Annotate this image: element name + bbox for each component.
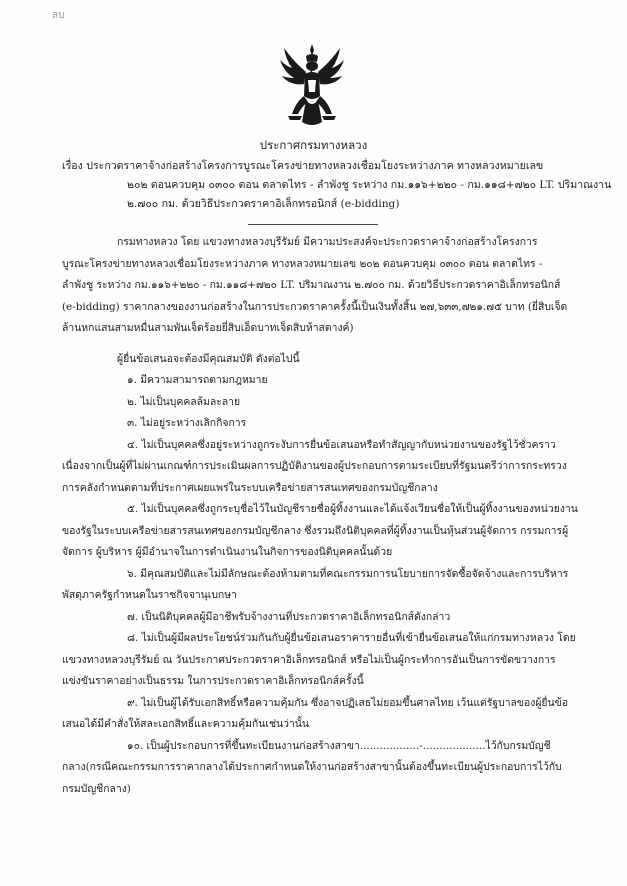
item-line: ๔. ไม่เป็นบุคคลซึ่งอยู่ระหว่างถูกระงับการยื่นข้อเสนอหรือทำสัญญากับหน่วยงานของรัฐไว้ชั่วคราว <box>127 438 556 451</box>
qualification-heading: ผู้ยื่นข้อเสนอจะต้องมีคุณสมบัติ ดังต่อไปนี้ <box>117 352 300 365</box>
item-line: ของรัฐในระบบเครือข่ายสารสนเทศของกรมบัญชีกลาง ซึ่งรวมถึงนิติบุคคลที่ผู้ทิ้งงานเป็นหุ้นส่วนผู้จัดการ กรรมการผู้ <box>62 524 569 537</box>
item-line: ๘. ไม่เป็นผู้มีผลประโยชน์ร่วมกันกับผู้ยื่นข้อเสนอราคารายอื่นที่เข้ายื่นข้อเสนอให้แก่กรมทางหลวง โดย <box>127 632 576 644</box>
separator-rule <box>248 224 378 225</box>
intro-line: บูรณะโครงข่ายทางหลวงเชื่อมโยงระหว่างภาค ทางหลวงหมายเลข ๒๐๒ ตอนควบคุม ๐๓๐๐ ตอน ตลาดไทร - <box>62 257 543 270</box>
item-line: ๗. เป็นนิติบุคคลผู้มีอาชีพรับจ้างงานที่ประกวดราคาอิเล็กทรอนิกส์ดังกล่าว <box>127 610 451 623</box>
item-line: พัสดุภาครัฐกำหนดในราชกิจจานุเบกษา <box>62 589 237 601</box>
item-line: ๙. ไม่เป็นผู้ได้รับเอกสิทธิ์หรือความคุ้มกัน ซึ่งอาจปฏิเสธไม่ยอมขึ้นศาลไทย เว้นแต่รัฐบาลของผู้ยื่นข้อ <box>127 696 568 709</box>
qualification-item-9 <box>62 693 602 736</box>
qualification-item-1 <box>62 370 602 392</box>
intro-paragraph <box>62 232 602 340</box>
item-line: การคลังกำหนดตามที่ประกาศเผยแพร่ในระบบเครือข่ายสารสนเทศของกรมบัญชีกลาง <box>62 481 438 494</box>
subject-block <box>62 157 612 214</box>
qualification-item-4 <box>62 435 602 500</box>
intro-line: กรมทางหลวง โดย แขวงทางหลวงบุรีรัมย์ มีความประสงค์จะประกวดราคาจ้างก่อสร้างโครงการ <box>117 236 538 248</box>
item-line: ๓. ไม่อยู่ระหว่างเลิกกิจการ <box>127 417 247 429</box>
garuda-emblem <box>276 42 348 128</box>
subject-line: เรื่อง ประกวดราคาจ้างก่อสร้างโครงการบูรณะโครงข่ายทางหลวงเชื่อมโยงระหว่างภาค ทางหลวงหมายเลข <box>62 160 544 172</box>
announcement-title: ประกาศกรมทางหลวง <box>259 138 368 152</box>
intro-line: ล้านหกแสนสามหมื่นสามพันเจ็ดร้อยยี่สิบเอ็ดบาทเจ็ดสิบห้าสตางค์) <box>62 322 354 334</box>
intro-line: ลำพังชู ระหว่าง กม.๑๑๖+๒๒๐ - กม.๑๑๘+๗๒๐ LT. ปริมาณงาน ๒.๗๐๐ กม. ด้วยวิธีประกวดราคาอิเล็กทรอนิกส์ <box>62 279 561 291</box>
item-line: แขวงทางหลวงบุรีรัมย์ ณ วันประกาศประกวดราคาอิเล็กทรอนิกส์ หรือไม่เป็นผู้กระทำการอันเป็นการขัดขวางการ <box>62 653 556 666</box>
corner-mark: ลบ <box>52 10 65 21</box>
item-line: ๑. มีความสามารถตามกฎหมาย <box>127 374 268 386</box>
qualification-item-5 <box>62 499 602 564</box>
intro-line: (e-bidding) ราคากลางของงานก่อสร้างในการประกวดราคาครั้งนี้เป็นเงินทั้งสิ้น ๒๗,๖๓๓,๗๒๑.๗๕ บาท (ยี่สิบเจ็ด <box>62 300 568 313</box>
item-line: ๒. ไม่เป็นบุคคลล้มละลาย <box>127 395 241 408</box>
item-line: เนื่องจากเป็นผู้ที่ไม่ผ่านเกณฑ์การประเมินผลการปฏิบัติงานของผู้ประกอบการตามระเบียบที่รัฐมนตรีว่าการกระทรวง <box>62 460 567 472</box>
document-body <box>62 232 602 800</box>
item-line: ๕. ไม่เป็นบุคคลซึ่งถูกระบุชื่อไว้ในบัญชีรายชื่อผู้ทิ้งงานและได้แจ้งเวียนชื่อให้เป็นผู้ทิ้งงานของหน่วยงาน <box>127 503 578 515</box>
subject-line: ๒.๗๐๐ กม. ด้วยวิธีประกวดราคาอิเล็กทรอนิกส์ (e-bidding) <box>127 198 400 210</box>
item-line: แข่งขันราคาอย่างเป็นธรรม ในการประกวดราคาอิเล็กทรอนิกส์ครั้งนี้ <box>62 675 364 687</box>
qualification-item-3 <box>62 413 602 435</box>
qualification-item-2 <box>62 392 602 414</box>
qualification-item-8 <box>62 628 602 693</box>
qualification-item-10 <box>62 736 602 801</box>
item-line: ๖. มีคุณสมบัติและไม่มีลักษณะต้องห้ามตามที่คณะกรรมการนโยบายการจัดซื้อจัดจ้างและการบริหาร <box>127 567 569 580</box>
subject-line: ๒๐๒ ตอนควบคุม ๐๓๐๐ ตอน ตลาดไทร - ลำพังชู ระหว่าง กม.๑๑๖+๒๒๐ - กม.๑๑๘+๗๒๐ LT. ปริมาณงาน <box>127 179 612 191</box>
item-line: กรมบัญชีกลาง) <box>62 782 131 795</box>
item-line: ๑๐. เป็นผู้ประกอบการที่ขึ้นทะเบียนงานก่อสร้างสาขา..................-...................ไว้กับกรมบัญชี <box>127 739 551 752</box>
item-line: กลาง(กรณีคณะกรรมการราคากลางได้ประกาศกำหนดให้งานก่อสร้างสาขานั้นต้องขึ้นทะเบียนผู้ประกอบการไว้กับ <box>62 761 562 773</box>
item-line: เสนอได้มีคำสั่งให้สละเอกสิทธิ์และความคุ้มกันเช่นว่านั้น <box>62 718 309 730</box>
item-line: จัดการ ผู้บริหาร ผู้มีอำนาจในการดำเนินงานในกิจการของนิติบุคคลนั้นด้วย <box>62 546 393 558</box>
qualification-item-7 <box>62 607 602 629</box>
qualification-item-6 <box>62 564 602 607</box>
